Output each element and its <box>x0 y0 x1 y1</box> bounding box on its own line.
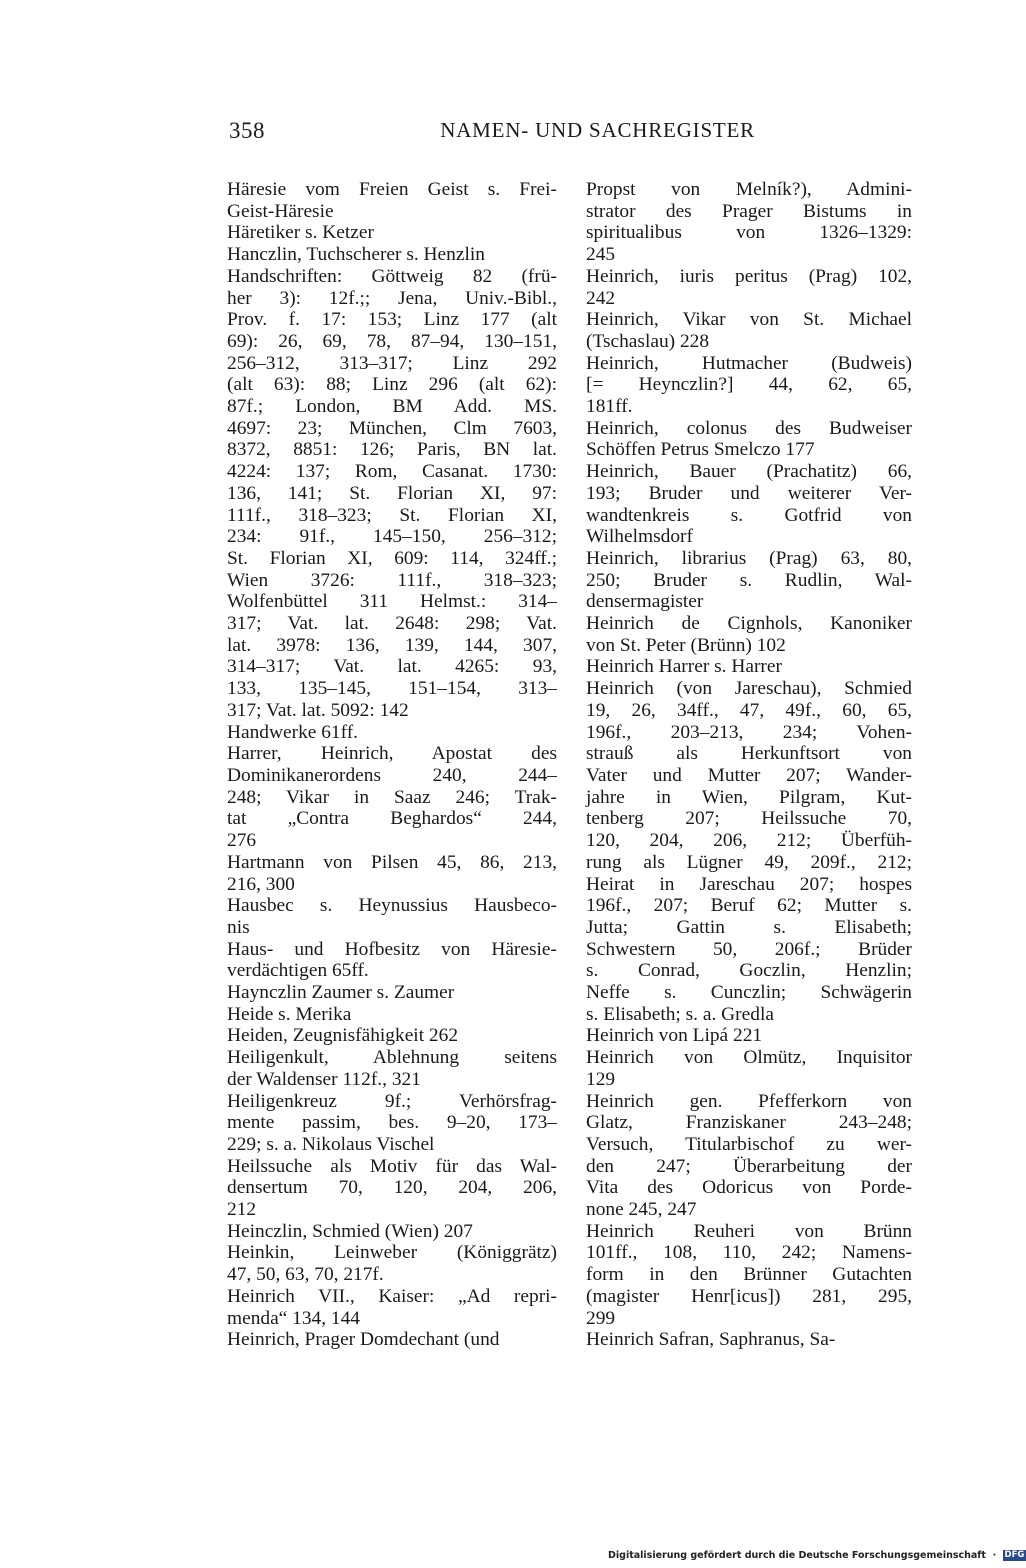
index-entry-line: lat. 3978: 136, 139, 144, 307, <box>227 634 557 656</box>
index-entry-line: 245 <box>586 244 616 266</box>
index-entry-line: 8372, 8851: 126; Paris, BN lat. <box>227 439 557 461</box>
index-entry <box>227 179 557 222</box>
index-entry-line: Heiden, Zeugnisfähigkeit 262 <box>227 1025 459 1047</box>
index-entry-line: Heinrich Harrer s. Harrer <box>586 656 782 678</box>
index-entry-line: Heinkin, Leinweber (Königgrätz) <box>227 1242 557 1264</box>
index-entry <box>586 266 912 309</box>
index-entry-line: 129 <box>586 1068 616 1090</box>
index-entry-line: menda“ 134, 144 <box>227 1307 361 1329</box>
index-entry <box>586 1025 912 1047</box>
index-entry-line: 248; Vikar in Saaz 246; Trak- <box>227 786 557 808</box>
index-entry-line: 229; s. a. Nikolaus Vischel <box>227 1133 435 1155</box>
index-entry <box>586 1091 912 1221</box>
index-entry <box>227 1004 557 1026</box>
index-entry-line: Wilhelmsdorf <box>586 526 693 548</box>
index-entry <box>586 461 912 548</box>
index-entry-line: Handschriften: Göttweig 82 (frü- <box>227 265 557 287</box>
index-entry-line: tenberg 207; Heilssuche 70, <box>586 808 912 830</box>
index-entry-line: strauß als Herkunftsort von <box>586 743 912 765</box>
index-entry-line: Heinrich von Lipá 221 <box>586 1025 763 1047</box>
index-entry-line: strator des Prager Bistums in <box>586 200 912 222</box>
index-entry-line: Wolfenbüttel 311 Helmst.: 314– <box>227 591 557 613</box>
index-entry <box>586 1047 912 1090</box>
index-entry <box>586 1329 912 1351</box>
index-entry-line: Heide s. Merika <box>227 1003 352 1025</box>
index-entry-line: (magister Henr[icus]) 281, 295, <box>586 1285 912 1307</box>
index-entry-line: [= Heynczlin?] 44, 62, 65, <box>586 374 912 396</box>
index-entry-line: Heirat in Jareschau 207; hospes <box>586 873 912 895</box>
index-entry-line: Heinrich VII., Kaiser: „Ad repri- <box>227 1285 557 1307</box>
index-entry <box>227 939 557 982</box>
index-entry-line: densermagister <box>586 591 704 613</box>
index-entry-line: nis <box>227 916 250 938</box>
index-entry-line: 196f., 207; Beruf 62; Mutter s. <box>586 895 912 917</box>
page-header <box>229 118 755 150</box>
index-entry-line: form in den Brünner Gutachten <box>586 1264 912 1286</box>
index-entry-line: jahre in Wien, Pilgram, Kut- <box>586 786 912 808</box>
index-entry-line: 276 <box>227 830 257 852</box>
index-entry-line: verdächtigen 65ff. <box>227 960 369 982</box>
right-column <box>586 179 912 1351</box>
index-entry-line: Heinrich (von Jareschau), Schmied <box>586 678 912 700</box>
index-entry-line: 133, 135–145, 151–154, 313– <box>227 678 557 700</box>
index-entry-line: 19, 26, 34ff., 47, 49f., 60, 65, <box>586 699 912 721</box>
index-entry-line: Heiligenkreuz 9f.; Verhörsfrag- <box>227 1090 557 1112</box>
index-entry-line: densertum 70, 120, 204, 206, <box>227 1177 557 1199</box>
index-entry-line: Heinrich Safran, Saphranus, Sa- <box>586 1329 836 1351</box>
index-entry-line: 193; Bruder und weiterer Ver- <box>586 482 912 504</box>
index-entry <box>227 244 557 266</box>
index-entry-line: Wien 3726: 111f., 318–323; <box>227 569 557 591</box>
index-entry <box>227 1286 557 1329</box>
page-number: 358 <box>229 118 265 143</box>
index-entry-line: Heinrich, Hutmacher (Budweis) <box>586 352 912 374</box>
index-entry-line: Propst von Melník?), Admini- <box>586 179 912 200</box>
index-entry <box>586 309 912 352</box>
index-entry <box>586 353 912 418</box>
index-entry-line: Häretiker s. Ketzer <box>227 222 374 244</box>
index-entry <box>227 743 557 852</box>
index-entry <box>227 266 557 722</box>
index-entry-line: Hartmann von Pilsen 45, 86, 213, <box>227 851 557 873</box>
index-entry <box>227 1156 557 1221</box>
index-entry-line: den 247; Überarbeitung der <box>586 1155 912 1177</box>
index-entry-line: 87f.; London, BM Add. MS. <box>227 396 557 418</box>
index-entry <box>586 418 912 461</box>
dfg-logo: DFG <box>1004 1550 1025 1560</box>
index-entry-line: Prov. f. 17: 153; Linz 177 (alt <box>227 309 557 331</box>
index-entry <box>586 678 912 1025</box>
index-entry-line: 69): 26, 69, 78, 87–94, 130–151, <box>227 330 557 352</box>
running-title: NAMEN- UND SACHREGISTER <box>440 118 755 142</box>
index-entry-line: 120, 204, 206, 212; Überfüh- <box>586 830 912 852</box>
index-entry <box>227 722 557 744</box>
index-entry-line: none 245, 247 <box>586 1199 697 1221</box>
index-entry-line: Vita des Odoricus von Porde- <box>586 1177 912 1199</box>
index-entry-line: mente passim, bes. 9–20, 173– <box>227 1112 557 1134</box>
index-entry <box>227 982 557 1004</box>
index-entry-line: 136, 141; St. Florian XI, 97: <box>227 482 557 504</box>
index-entry-line: (Tschaslau) 228 <box>586 330 710 352</box>
index-entry-line: 317; Vat. lat. 2648: 298; Vat. <box>227 613 557 635</box>
index-entry <box>227 1025 557 1047</box>
index-entry-line: her 3): 12f.;; Jena, Univ.-Bibl., <box>227 287 557 309</box>
index-entry-line: rung als Lügner 49, 209f., 212; <box>586 851 912 873</box>
index-entry-line: Dominikanerordens 240, 244– <box>227 764 557 786</box>
index-entry-line: St. Florian XI, 609: 114, 324ff.; <box>227 547 557 569</box>
index-entry-line: Heinrich, librarius (Prag) 63, 80, <box>586 547 912 569</box>
index-entry-line: Hausbec s. Heynussius Hausbeco- <box>227 895 557 917</box>
index-entry-line: tat „Contra Beghardos“ 244, <box>227 808 557 830</box>
index-entry-line: 314–317; Vat. lat. 4265: 93, <box>227 656 557 678</box>
index-entry <box>227 852 557 895</box>
index-entry-line: Häresie vom Freien Geist s. Frei- <box>227 179 557 200</box>
index-entry-line: Schwestern 50, 206f.; Brüder <box>586 938 912 960</box>
index-entry-line: 212 <box>227 1199 257 1221</box>
index-entry-line: 250; Bruder s. Rudlin, Wal- <box>586 569 912 591</box>
index-entry-line: Haynczlin Zaumer s. Zaumer <box>227 982 455 1004</box>
index-entry-line: Glatz, Franziskaner 243–248; <box>586 1112 912 1134</box>
index-entry-line: 111f., 318–323; St. Florian XI, <box>227 504 557 526</box>
index-entry <box>227 1091 557 1156</box>
index-entry-line: Heinrich, colonus des Budweiser <box>586 417 912 439</box>
index-entry-line: 196f., 203–213, 234; Vohen- <box>586 721 912 743</box>
index-entry-line: Heinrich gen. Pfefferkorn von <box>586 1090 912 1112</box>
index-entry-line: 242 <box>586 287 616 309</box>
index-entry-line: Heinrich, Bauer (Prachatitz) 66, <box>586 461 912 483</box>
index-entry-line: Heinrich, Prager Domdechant (und <box>227 1329 500 1351</box>
index-entry-line: Neffe s. Cunczlin; Schwägerin <box>586 982 912 1004</box>
index-entry <box>227 1047 557 1090</box>
footer-text: Digitalisierung gefördert durch die Deutsche Forschungsgemeinschaft <box>608 1550 986 1561</box>
index-entry-line: Hanczlin, Tuchscherer s. Henzlin <box>227 244 485 266</box>
index-entry-line: Heiligenkult, Ablehnung seitens <box>227 1047 557 1069</box>
index-entry <box>227 1221 557 1243</box>
index-entry-line: Heilssuche als Motiv für das Wal- <box>227 1155 557 1177</box>
index-entry-line: 317; Vat. lat. 5092: 142 <box>227 699 409 721</box>
index-entry <box>586 548 912 613</box>
index-entry-line: Vater und Mutter 207; Wander- <box>586 764 912 786</box>
index-entry-line: Jutta; Gattin s. Elisabeth; <box>586 916 912 938</box>
left-column <box>227 179 557 1351</box>
index-entry-line: s. Conrad, Goczlin, Henzlin; <box>586 960 912 982</box>
index-entry-line: von St. Peter (Brünn) 102 <box>586 634 786 656</box>
index-entry-line: Heinrich von Olmütz, Inquisitor <box>586 1047 912 1069</box>
index-entry <box>227 222 557 244</box>
index-entry <box>227 895 557 938</box>
index-entry <box>586 656 912 678</box>
index-entry <box>586 179 912 266</box>
index-entry-line: 299 <box>586 1307 616 1329</box>
index-entry-line: 234: 91f., 145–150, 256–312; <box>227 526 557 548</box>
index-entry-line: Heinrich, iuris peritus (Prag) 102, <box>586 265 912 287</box>
index-entry-line: Schöffen Petrus Smelczo 177 <box>586 439 815 461</box>
index-entry <box>586 613 912 656</box>
index-entry-line: s. Elisabeth; s. a. Gredla <box>586 1003 774 1025</box>
index-entry-line: der Waldenser 112f., 321 <box>227 1068 421 1090</box>
index-entry-line: 47, 50, 63, 70, 217f. <box>227 1264 384 1286</box>
index-entry-line: Versuch, Titularbischof zu wer- <box>586 1133 912 1155</box>
index-entry-line: Heinrich Reuheri von Brünn <box>586 1220 912 1242</box>
funding-footer: Digitalisierung gefördert durch die Deutsche Forschungsgemeinschaft · DFG <box>608 1550 1025 1561</box>
index-entry-line: 4224: 137; Rom, Casanat. 1730: <box>227 461 557 483</box>
index-entry-line: wandtenkreis s. Gotfrid von <box>586 504 912 526</box>
index-entry <box>586 1221 912 1330</box>
index-entry-line: 181ff. <box>586 396 633 418</box>
index-entry-line: 216, 300 <box>227 873 295 895</box>
index-entry-line: 4697: 23; München, Clm 7603, <box>227 417 557 439</box>
index-entry-line: Heinrich, Vikar von St. Michael <box>586 309 912 331</box>
index-entry-line: Geist-Häresie <box>227 200 334 222</box>
index-entry-line: 256–312, 313–317; Linz 292 <box>227 352 557 374</box>
index-entry <box>227 1242 557 1285</box>
index-entry-line: Haus- und Hofbesitz von Häresie- <box>227 938 557 960</box>
index-entry-line: Heinczlin, Schmied (Wien) 207 <box>227 1220 473 1242</box>
index-entry-line: 101ff., 108, 110, 242; Namens- <box>586 1242 912 1264</box>
index-entry-line: spiritualibus von 1326–1329: <box>586 222 912 244</box>
index-entry <box>227 1329 557 1351</box>
index-entry-line: Heinrich de Cignhols, Kanoniker <box>586 613 912 635</box>
index-entry-line: Harrer, Heinrich, Apostat des <box>227 743 557 765</box>
index-entry-line: (alt 63): 88; Linz 296 (alt 62): <box>227 374 557 396</box>
index-entry-line: Handwerke 61ff. <box>227 721 359 743</box>
